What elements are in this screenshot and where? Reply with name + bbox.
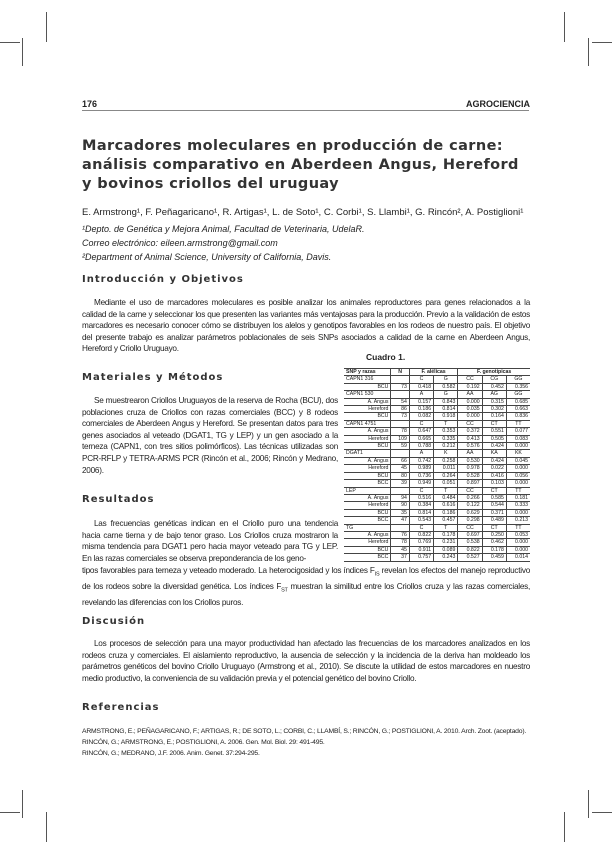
table-cell: 0.000 bbox=[506, 539, 530, 546]
table-cell: CAPN1 4751 bbox=[344, 420, 391, 427]
table-cell: 0.505 bbox=[482, 435, 506, 442]
table-cell: 0.457 bbox=[434, 517, 458, 524]
table-cell: 0.000 bbox=[506, 546, 530, 553]
table-cell: 0.231 bbox=[434, 539, 458, 546]
affiliation-2: ²Department of Animal Science, University of California, Davis. bbox=[82, 252, 332, 262]
table-cell bbox=[391, 524, 409, 531]
reference-item: RINCÓN, G.; MEDRANO, J.F. 2006. Anim. Genet. 37:294-295. bbox=[82, 750, 260, 757]
table-cell: A. Angus bbox=[344, 494, 391, 501]
table-cell: 90 bbox=[391, 502, 409, 509]
table-group-row bbox=[344, 420, 530, 427]
table-group-row bbox=[344, 524, 530, 531]
table-cell: 0.736 bbox=[409, 472, 433, 479]
table-cell: 0.157 bbox=[409, 398, 433, 405]
table-cell: TT bbox=[506, 420, 530, 427]
table-cell: TT bbox=[506, 487, 530, 494]
table-cell: T bbox=[434, 524, 458, 531]
table-cell: AA bbox=[458, 391, 482, 398]
table-cell: CT bbox=[482, 420, 506, 427]
table-cell: 0.576 bbox=[458, 443, 482, 450]
table-cell: 0.192 bbox=[458, 383, 482, 390]
intro-text: Mediante el uso de marcadores moleculares es posible analizar los animales reproductores para genes relacionados a la calidad de la carne y seleccionar los que presenten las variantes más ventajosas para la producción. Previo a la validación de estos marcadores es necesario conocer cómo se distribuyen los alelos y genotipos favorables en los rodeos de nuestro país. El objetivo del presente trabajo es analizar parámetros poblacionales de seis SNPs asociados a calidad de la carne en Aberdeen Angus, Hereford y Criollo Uruguayo. bbox=[82, 298, 530, 354]
email: Correo electrónico: eileen.armstrong@gmail.com bbox=[82, 238, 278, 248]
table-header-row bbox=[344, 369, 530, 376]
table-cell: CC bbox=[458, 376, 482, 383]
table-cell: 0.186 bbox=[434, 509, 458, 516]
crop-mark bbox=[46, 812, 47, 842]
table-cell: CT bbox=[482, 487, 506, 494]
table-cell: 0.978 bbox=[458, 465, 482, 472]
table-cell: 0.035 bbox=[458, 406, 482, 413]
table-cell: TT bbox=[506, 524, 530, 531]
results-text-d: muestran la similitud entre los Criollos cruza y las razas comerciales, revelando las diferencias con los Criollos puros. bbox=[82, 582, 530, 608]
crop-mark bbox=[46, 12, 47, 42]
table-cell: 0.384 bbox=[409, 502, 433, 509]
table-row bbox=[344, 546, 530, 553]
paper-title: Marcadores moleculares en producción de carne: análisis comparativo en Aberdeen Angus, Hereford y bovinos criollos del uruguay bbox=[82, 138, 519, 192]
table-cell: 0.663 bbox=[506, 406, 530, 413]
table-row bbox=[344, 480, 530, 487]
table-cell: Hereford bbox=[344, 465, 391, 472]
table-cell: 0.462 bbox=[482, 539, 506, 546]
table-cell: 0.298 bbox=[458, 517, 482, 524]
table-cell: BCC bbox=[344, 554, 391, 561]
table-cell: CC bbox=[458, 420, 482, 427]
table-group-row bbox=[344, 487, 530, 494]
table-cell: 0.769 bbox=[409, 539, 433, 546]
crop-mark bbox=[588, 790, 589, 818]
table-cell: KA bbox=[482, 450, 506, 457]
table-cell: 66 bbox=[391, 457, 409, 464]
table-cell: 0.551 bbox=[482, 428, 506, 435]
discussion-heading: Discusión bbox=[82, 616, 146, 627]
table-row bbox=[344, 517, 530, 524]
table-cell: 0.585 bbox=[482, 494, 506, 501]
table-cell: Hereford bbox=[344, 539, 391, 546]
table-cell: 0.371 bbox=[482, 509, 506, 516]
table-cell: 0.083 bbox=[506, 435, 530, 442]
table-cell: A. Angus bbox=[344, 457, 391, 464]
table-cell: 0.372 bbox=[458, 428, 482, 435]
table-cell: 0.243 bbox=[434, 554, 458, 561]
affiliation-1: ¹Depto. de Genética y Mejora Animal, Facultad de Veterinaria, UdelaR. bbox=[82, 224, 365, 234]
table-cell: GG bbox=[506, 376, 530, 383]
table-row bbox=[344, 443, 530, 450]
table-cell: 0.697 bbox=[458, 531, 482, 538]
table-cell bbox=[391, 376, 409, 383]
table-cell: 0.814 bbox=[409, 509, 433, 516]
reference-item: RINCÓN, G.; ARMSTRONG, E.; POSTIGLIONI, A. 2006. Gen. Mol. Biol. 29: 491-495. bbox=[82, 739, 325, 746]
table-cell bbox=[391, 487, 409, 494]
table-cell: 0.544 bbox=[482, 502, 506, 509]
table-cell: 59 bbox=[391, 443, 409, 450]
crop-mark bbox=[22, 790, 23, 818]
table-cell: 0.788 bbox=[409, 443, 433, 450]
table-cell: 0.413 bbox=[458, 435, 482, 442]
table-cell: F. alélicas bbox=[409, 369, 458, 376]
table-row bbox=[344, 472, 530, 479]
table-cell: 0.181 bbox=[506, 494, 530, 501]
table-cell: 0.000 bbox=[506, 443, 530, 450]
table-cell: 0.000 bbox=[458, 413, 482, 420]
table-cell: AG bbox=[482, 391, 506, 398]
crop-mark bbox=[592, 812, 612, 813]
table-cell: 109 bbox=[391, 435, 409, 442]
table-cell: 39 bbox=[391, 480, 409, 487]
table-cell: Hereford bbox=[344, 406, 391, 413]
crop-mark bbox=[564, 812, 565, 842]
table-cell: 0.053 bbox=[506, 531, 530, 538]
table-cell: C bbox=[409, 376, 433, 383]
table-cell: A bbox=[409, 391, 433, 398]
table-cell: G bbox=[434, 391, 458, 398]
table-cell: 45 bbox=[391, 465, 409, 472]
table-cell: 0.516 bbox=[409, 494, 433, 501]
table-cell: 0.011 bbox=[434, 465, 458, 472]
table-cell: 80 bbox=[391, 472, 409, 479]
results-text-full bbox=[82, 565, 530, 609]
table-cell: A. Angus bbox=[344, 531, 391, 538]
table-cell: 0.056 bbox=[506, 472, 530, 479]
table-row bbox=[344, 502, 530, 509]
table-cell: 0.489 bbox=[482, 517, 506, 524]
table-cell: 0.530 bbox=[458, 457, 482, 464]
table-cell: G bbox=[434, 376, 458, 383]
table-cell: 0.814 bbox=[434, 406, 458, 413]
table-cell: 0.000 bbox=[506, 509, 530, 516]
table-cell: A. Angus bbox=[344, 398, 391, 405]
table-cell: SNP y razas bbox=[344, 369, 391, 376]
table-cell: CG bbox=[482, 376, 506, 383]
table-cell: 0.665 bbox=[409, 435, 433, 442]
table-cell: C bbox=[409, 487, 433, 494]
table-cell: 0.757 bbox=[409, 554, 433, 561]
table-cell: BCC bbox=[344, 480, 391, 487]
table-cell: 0.082 bbox=[409, 413, 433, 420]
results-text-c: revelan los efectos del manejo reproductivo de los rodeos sobre la diversidad genética. Los índices F bbox=[82, 566, 531, 592]
table-cell: BCU bbox=[344, 413, 391, 420]
table-cell: F. genotípicas bbox=[458, 369, 530, 376]
table-cell: 94 bbox=[391, 494, 409, 501]
table-cell: 0.022 bbox=[482, 465, 506, 472]
fis-subscript: IS bbox=[374, 571, 380, 578]
table-row bbox=[344, 457, 530, 464]
table-row bbox=[344, 398, 530, 405]
table-row bbox=[344, 435, 530, 442]
table-row bbox=[344, 406, 530, 413]
table-cell: 0.424 bbox=[482, 457, 506, 464]
journal-name: AGROCIENCIA bbox=[465, 99, 530, 109]
table-row bbox=[344, 465, 530, 472]
table-cell: BCU bbox=[344, 383, 391, 390]
table-cell: 0.077 bbox=[506, 428, 530, 435]
table-cell: 0.543 bbox=[409, 517, 433, 524]
table-cell: 0.212 bbox=[434, 443, 458, 450]
table-cell: 0.843 bbox=[434, 398, 458, 405]
table-cell: 0.353 bbox=[434, 428, 458, 435]
table-cell: BCU bbox=[344, 443, 391, 450]
table-cell: 0.302 bbox=[482, 406, 506, 413]
table-row bbox=[344, 539, 530, 546]
table-cell: 54 bbox=[391, 398, 409, 405]
table-cell: 0.356 bbox=[506, 383, 530, 390]
intro-heading: Introducción y Objetivos bbox=[82, 274, 244, 285]
table-cell: 0.014 bbox=[506, 554, 530, 561]
table-cell: C bbox=[409, 420, 433, 427]
table-cell: C bbox=[409, 524, 433, 531]
table-cell: 0.164 bbox=[482, 413, 506, 420]
table-cell: 0.000 bbox=[506, 465, 530, 472]
table-cell: 0.484 bbox=[434, 494, 458, 501]
table-cell: 0.685 bbox=[506, 398, 530, 405]
crop-mark bbox=[0, 812, 20, 813]
fst-subscript: ST bbox=[281, 587, 288, 594]
table-cell: BCU bbox=[344, 546, 391, 553]
table-cell: 0.186 bbox=[409, 406, 433, 413]
table-cell: 73 bbox=[391, 413, 409, 420]
table-cell: 76 bbox=[391, 531, 409, 538]
table-cell bbox=[391, 391, 409, 398]
table-cell: 45 bbox=[391, 546, 409, 553]
table-cell: Hereford bbox=[344, 502, 391, 509]
table-group-row bbox=[344, 450, 530, 457]
table-group-row bbox=[344, 391, 530, 398]
crop-mark bbox=[588, 38, 589, 66]
results-text-column: Las frecuencias genéticas indican en el Criollo puro una tendencia hacia carne tierna y de bajo tenor graso. Los Criollos cruza mostraron la misma tendencia para DGAT1 pero hacia mayor veteado para TG y LEP. En las razas comerciales se observa preponderancia de los geno- bbox=[82, 519, 338, 563]
references-list bbox=[82, 726, 532, 759]
table-cell: 86 bbox=[391, 406, 409, 413]
reference-item: ARMSTRONG, E.; PEÑAGARICANO, F.; ARTIGAS, R.; DE SOTO, L.; CORBI, C.; LLAMBÍ, S.; RINCÓN, G.; POSTIGLIONI, A. 2010. Arch. Zoot. (aceptado). bbox=[82, 728, 527, 735]
table-cell: DGAT1 bbox=[344, 450, 391, 457]
table-cell: BCU bbox=[344, 472, 391, 479]
table-cell: CC bbox=[458, 524, 482, 531]
table-cell: 0.647 bbox=[409, 428, 433, 435]
table-cell: CAPN1 316 bbox=[344, 376, 391, 383]
table-cell: 78 bbox=[391, 539, 409, 546]
authors: E. Armstrong¹, F. Peñagaricano¹, R. Artigas¹, L. de Soto¹, C. Corbi¹, S. Llambi¹, G. Rincón², A. Postiglioni¹ bbox=[82, 207, 524, 218]
table-cell: 0.452 bbox=[482, 383, 506, 390]
table-row bbox=[344, 494, 530, 501]
table-cell: 0.897 bbox=[458, 480, 482, 487]
table-cell: 37 bbox=[391, 554, 409, 561]
table-cell: 0.418 bbox=[409, 383, 433, 390]
table-cell bbox=[391, 450, 409, 457]
table-cell: 0.335 bbox=[434, 435, 458, 442]
page-number: 176 bbox=[82, 99, 98, 109]
table-cell: 0.822 bbox=[458, 546, 482, 553]
table-group-row bbox=[344, 376, 530, 383]
table-caption: Cuadro 1. bbox=[366, 352, 406, 362]
table-cell: 0.582 bbox=[434, 383, 458, 390]
table-cell: AA bbox=[458, 450, 482, 457]
discussion-text: Los procesos de selección para una mayor productividad han afectado las frecuencias de los marcadores analizados en los rodeos cruza y comerciales. El aislamiento reproductivo, la ausencia de selección y la incidencia de la deriva han moldeado los parámetros genéticos del bovino Criollo Uruguayo (Armstrong et al., 2010). Se discute la utilidad de estos marcadores en nuestro medio productivo, la conveniencia de su validación previa y el potencial genético del bovino Criollo. bbox=[82, 639, 530, 683]
data-table bbox=[344, 368, 530, 562]
header-rule bbox=[82, 110, 529, 111]
crop-mark bbox=[592, 42, 612, 43]
table-cell: 0.213 bbox=[506, 517, 530, 524]
table-cell: 0.089 bbox=[434, 546, 458, 553]
table-cell bbox=[391, 420, 409, 427]
table-cell: 0.416 bbox=[482, 472, 506, 479]
table-cell: BCC bbox=[344, 517, 391, 524]
table-cell: KK bbox=[506, 450, 530, 457]
table-row bbox=[344, 413, 530, 420]
table-cell: 0.527 bbox=[458, 554, 482, 561]
table-cell: Hereford bbox=[344, 435, 391, 442]
table-cell: 0.822 bbox=[409, 531, 433, 538]
table-cell: 0.911 bbox=[409, 546, 433, 553]
table-cell: 0.258 bbox=[434, 457, 458, 464]
table-cell: N bbox=[391, 369, 409, 376]
table-cell: K bbox=[434, 450, 458, 457]
table-cell: CC bbox=[458, 487, 482, 494]
table-cell: 0.742 bbox=[409, 457, 433, 464]
table-cell: 0.918 bbox=[434, 413, 458, 420]
table-cell: 0.000 bbox=[506, 480, 530, 487]
table-cell: 0.178 bbox=[434, 531, 458, 538]
table-cell: 0.045 bbox=[506, 457, 530, 464]
table-cell: TG bbox=[344, 524, 391, 531]
table-cell: 0.949 bbox=[409, 480, 433, 487]
table-cell: T bbox=[434, 420, 458, 427]
table-cell: 0.424 bbox=[482, 443, 506, 450]
table-cell: T bbox=[434, 487, 458, 494]
table-cell: 0.989 bbox=[409, 465, 433, 472]
table-cell: 0.315 bbox=[482, 398, 506, 405]
table-cell: 73 bbox=[391, 383, 409, 390]
table-cell: 78 bbox=[391, 428, 409, 435]
table-cell: 0.333 bbox=[506, 502, 530, 509]
results-heading: Resultados bbox=[82, 494, 155, 505]
crop-mark bbox=[564, 12, 565, 42]
table-cell: A bbox=[409, 450, 433, 457]
table-cell: 0.000 bbox=[458, 398, 482, 405]
crop-mark bbox=[22, 38, 23, 66]
table-cell: 0.538 bbox=[458, 539, 482, 546]
table-cell: LEP bbox=[344, 487, 391, 494]
table-cell: CAPN1 530 bbox=[344, 391, 391, 398]
table-cell: 0.629 bbox=[458, 509, 482, 516]
table-cell: 0.836 bbox=[506, 413, 530, 420]
table-cell: CT bbox=[482, 524, 506, 531]
table-cell: BCU bbox=[344, 509, 391, 516]
table-row bbox=[344, 531, 530, 538]
table-cell: 0.616 bbox=[434, 502, 458, 509]
methods-text: Se muestrearon Criollos Uruguayos de la reserva de Rocha (BCU), dos poblaciones cruza de Criollos con razas comerciales (BCC) y 8 rodeos comerciales de Aberdeen Angus y Hereford. Se presentan datos para tres genes asociados al veteado (DGAT1, TG y LEP) y un gen asociado a la terneza (CAPN1, con tres sitios polimórficos). Las técnicas utilizadas son PCR-RFLP y TETRA-ARMS PCR (Rincón et al., 2006; Rincón y Medrano, 2006). bbox=[82, 396, 338, 475]
crop-mark bbox=[0, 42, 20, 43]
table-cell: 35 bbox=[391, 509, 409, 516]
table-cell: 0.528 bbox=[458, 472, 482, 479]
table-cell: 0.103 bbox=[482, 480, 506, 487]
references-heading: Referencias bbox=[82, 702, 160, 713]
table-row bbox=[344, 428, 530, 435]
table-cell: 0.178 bbox=[482, 546, 506, 553]
table-cell: 0.122 bbox=[458, 502, 482, 509]
table-cell: 0.266 bbox=[458, 494, 482, 501]
table-cell: A. Angus bbox=[344, 428, 391, 435]
table-cell: 0.459 bbox=[482, 554, 506, 561]
table-row bbox=[344, 383, 530, 390]
methods-heading: Materiales y Métodos bbox=[82, 372, 224, 383]
results-text-b: tipos favorables para terneza y veteado moderado. La heterocigosidad y los índices F bbox=[82, 566, 375, 575]
table-cell: 0.250 bbox=[482, 531, 506, 538]
table-cell: 47 bbox=[391, 517, 409, 524]
table-cell: 0.264 bbox=[434, 472, 458, 479]
table-cell: GG bbox=[506, 391, 530, 398]
table-row bbox=[344, 509, 530, 516]
table-cell: 0.051 bbox=[434, 480, 458, 487]
table-row bbox=[344, 554, 530, 561]
